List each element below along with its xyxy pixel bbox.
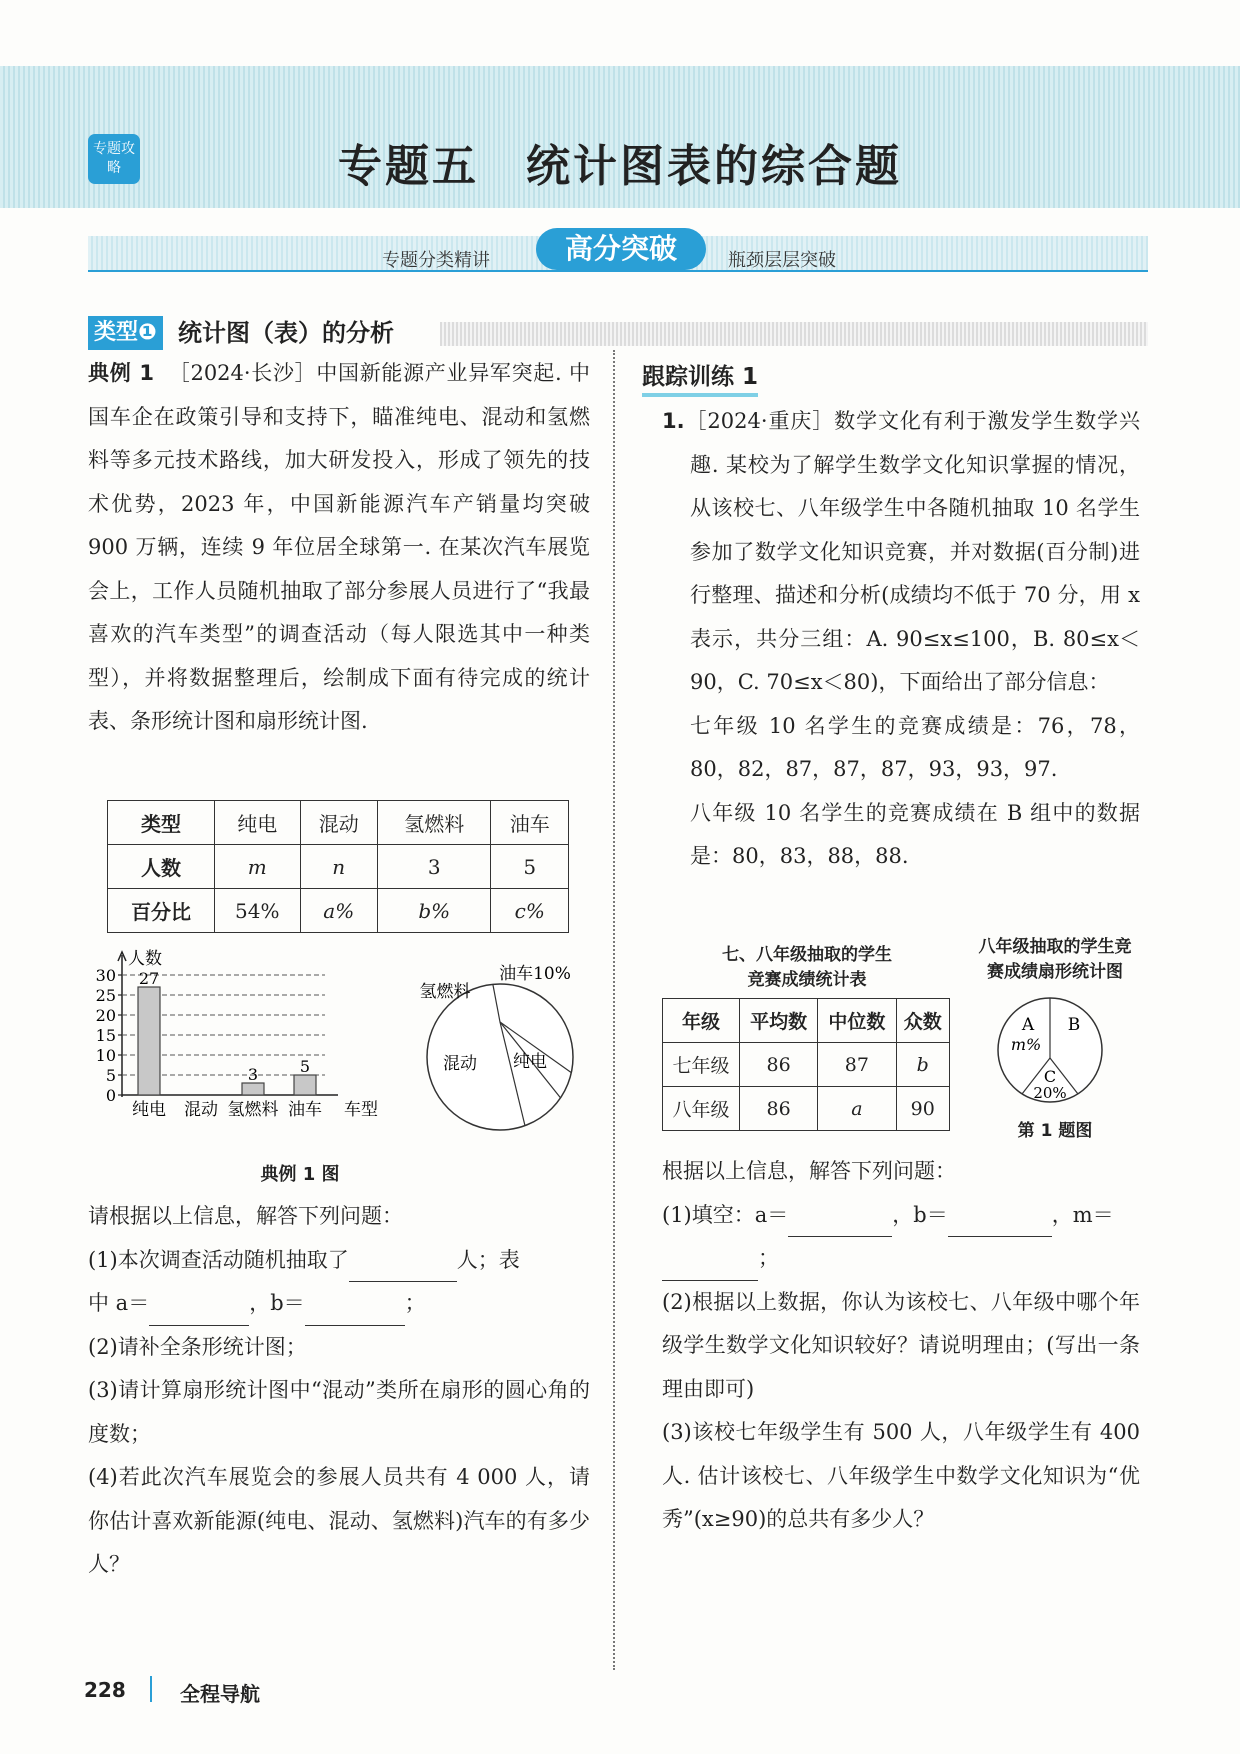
- question-1-cont: [662, 1237, 1140, 1281]
- x-category-label: 混动: [184, 1100, 218, 1120]
- grade8-scores: 八年级 10 名学生的竞赛成绩在 B 组中的数据是：80，83，88，88.: [690, 800, 1140, 868]
- answer-blank[interactable]: [305, 1297, 405, 1326]
- answer-blank[interactable]: [149, 1297, 249, 1326]
- pie-chart-vehicle: [410, 962, 590, 1142]
- question-3: (3)请计算扇形统计图中“混动”类所在扇形的圆心角的度数；: [88, 1378, 590, 1446]
- question-1: [662, 1194, 1140, 1238]
- example-column: [88, 352, 590, 744]
- table-cell: a: [818, 1087, 896, 1131]
- table-cell: 油车: [491, 801, 569, 845]
- question-text: ，b＝: [892, 1202, 948, 1227]
- grade7-scores: 七年级 10 名学生的竞赛成绩是：76，78，80，82，87，87，87，93，93，97.: [690, 713, 1140, 781]
- y-tick-label: 15: [95, 1026, 116, 1045]
- table-caption: [662, 940, 952, 990]
- x-category-label: 氢燃料: [227, 1100, 279, 1120]
- table-cell: c%: [491, 889, 569, 933]
- answer-blank[interactable]: [349, 1253, 457, 1282]
- page-title: 专题五 统计图表的综合题: [338, 141, 902, 192]
- table-cell: 众数: [896, 999, 950, 1043]
- y-tick-label: 30: [95, 966, 116, 985]
- pie-label-b: B: [1067, 1015, 1081, 1035]
- table-cell: 氢燃料: [377, 801, 491, 845]
- table-cell: a%: [300, 889, 377, 933]
- example-label: 典例 1: [88, 361, 155, 385]
- table-cell: 3: [377, 845, 491, 889]
- table-row: [663, 1087, 950, 1131]
- table-cell: 平均数: [740, 999, 818, 1043]
- example-text: [88, 352, 590, 744]
- book-name: 全程导航: [180, 1682, 260, 1706]
- question-1-cont: [88, 1282, 590, 1326]
- question-text: ；: [758, 1246, 779, 1270]
- bar-value-label: 5: [299, 1057, 311, 1076]
- track-table: [662, 998, 950, 1131]
- sub-header-pill: 高分突破: [536, 228, 706, 270]
- table-row: [108, 801, 569, 845]
- bar: [138, 987, 160, 1095]
- x-category-label: 纯电: [132, 1100, 166, 1120]
- pie-label-hydrogen: 氢燃料: [419, 982, 471, 1002]
- pie-chart-grade8: [985, 988, 1115, 1118]
- y-tick-label: 20: [95, 1006, 116, 1025]
- y-tick-label: 0: [105, 1086, 116, 1105]
- question-1: [88, 1239, 590, 1283]
- caption-line: 竞赛成绩统计表: [747, 970, 867, 990]
- table-cell: 类型: [108, 801, 215, 845]
- question-4: (4)若此次汽车展览会的参展人员共有 4 000 人，请你估计喜欢新能源(纯电、混动、氢燃料)汽车的有多少人？: [88, 1465, 590, 1576]
- section-tag: 类型❶: [88, 316, 163, 350]
- question-3: (3)该校七年级学生有 500 人，八年级学生有 400 人. 估计该校七、八年级学生中数学文化知识为“优秀”(x≥90)的总共有多少人？: [662, 1420, 1140, 1531]
- question-text: 人；表: [456, 1247, 520, 1272]
- pie-label-hybrid: 混动: [443, 1054, 477, 1074]
- y-tick-label: 25: [95, 986, 116, 1005]
- pie-label-bev: 纯电: [513, 1052, 547, 1072]
- question-text: ，b＝: [249, 1291, 305, 1315]
- table-cell: 七年级: [663, 1043, 740, 1087]
- pie-label-fuel: 油车10%: [499, 964, 571, 984]
- table-cell: m: [215, 845, 301, 889]
- question-text: (1)填空：a＝: [662, 1202, 789, 1227]
- table-cell: 人数: [108, 845, 215, 889]
- question-text: ；: [404, 1291, 426, 1315]
- section-title: 统计图（表）的分析: [178, 319, 394, 347]
- table-row: [663, 1043, 950, 1087]
- caption-line: 七、八年级抽取的学生: [722, 945, 892, 965]
- table-cell: 90: [896, 1087, 950, 1131]
- pie-value-c: 20%: [1033, 1084, 1067, 1102]
- footer-divider: [150, 1676, 152, 1702]
- table-cell: n: [300, 845, 377, 889]
- table-cell: 纯电: [215, 801, 301, 845]
- question-text: 中 a＝: [88, 1291, 150, 1315]
- sub-header-left: 专题分类精讲: [382, 250, 490, 271]
- pie-caption: [955, 932, 1155, 982]
- column-divider: [613, 350, 615, 1670]
- table-cell: 八年级: [663, 1087, 740, 1131]
- topic-badge: 专题攻略: [88, 134, 140, 184]
- pie-label-a: A: [1021, 1015, 1035, 1035]
- table-cell: 年级: [663, 999, 740, 1043]
- bar-value-label: 27: [138, 969, 160, 988]
- table-cell: 87: [818, 1043, 896, 1087]
- y-axis-label: 人数: [128, 949, 162, 969]
- bar: [294, 1075, 316, 1095]
- y-tick-label: 10: [95, 1046, 116, 1065]
- page-number: 228: [84, 1678, 126, 1702]
- pie-value-a: m%: [1010, 1035, 1042, 1054]
- question-2: (2)根据以上数据，你认为该校七、八年级中哪个年级学生数学文化知识较好？请说明理由；(写出一条理由即可): [662, 1289, 1140, 1401]
- answer-blank[interactable]: [788, 1208, 892, 1237]
- table-cell: 百分比: [108, 889, 215, 933]
- figure-caption: 典例 1 图: [260, 1164, 340, 1185]
- question-text: ，m＝: [1051, 1202, 1114, 1227]
- question-text: (1)本次调查活动随机抽取了: [88, 1247, 349, 1272]
- answer-blank[interactable]: [662, 1252, 758, 1281]
- answer-blank[interactable]: [948, 1208, 1052, 1237]
- track-column: [662, 400, 1140, 879]
- questions-intro: 根据以上信息，解答下列问题：: [662, 1159, 956, 1183]
- question-2: (2)请补全条形统计图；: [88, 1334, 307, 1359]
- section-band: [440, 322, 1148, 346]
- sub-header-right: 瓶颈层层突破: [728, 250, 836, 271]
- x-axis-label: 车型: [344, 1100, 378, 1120]
- track-questions: [662, 1150, 1140, 1542]
- x-category-label: 油车: [288, 1100, 322, 1120]
- table-row: [108, 889, 569, 933]
- table-cell: b%: [377, 889, 491, 933]
- track-problem: [662, 400, 1140, 705]
- table-cell: 5: [491, 845, 569, 889]
- y-tick-label: 5: [105, 1066, 116, 1085]
- bar-chart: [95, 949, 410, 1146]
- track-title: 跟踪训练 1: [642, 358, 758, 397]
- caption-line: 八年级抽取的学生竞: [978, 937, 1132, 957]
- table-cell: 中位数: [818, 999, 896, 1043]
- bar: [242, 1083, 264, 1095]
- table-cell: 54%: [215, 889, 301, 933]
- questions-intro: 请根据以上信息，解答下列问题：: [88, 1204, 403, 1228]
- track-body: ［2024·重庆］数学文化有利于激发学生数学兴趣. 某校为了解学生数学文化知识掌握的情况，从该校七、八年级学生中各随机抽取 10 名学生参加了数学文化知识竞赛，并对数据(百分制)进行整理、描述和分析(成绩均不低于 70 分，用 x 表示，共分三组：A. 90≤x≤100，B. 80≤x＜90，C. 70≤x＜80)，下面给出了部分信息：: [684, 409, 1140, 694]
- example-table: [107, 800, 569, 933]
- table-cell: 混动: [300, 801, 377, 845]
- example-questions: [88, 1195, 590, 1587]
- track-figure-caption: 第 1 题图: [1017, 1121, 1093, 1141]
- caption-line: 赛成绩扇形统计图: [987, 962, 1123, 982]
- table-row: [663, 999, 950, 1043]
- example-body: ［2024·长沙］中国新能源产业异军突起. 中国车企在政策引导和支持下，瞄准纯电、混动和氢燃料等多元技术路线，加大研发投入，形成了领先的技术优势，2023 年，中国新能源汽车产销量均突破 900 万辆，连续 9 年位居全球第一. 在某次汽车展览会上，工作人员随机抽取了部分参展人员进行了“我最喜欢的汽车类型”的调查活动（每人限选其中一种类型），并将数据整理后，绘制成下面有待完成的统计表、条形统计图和扇形统计图.: [88, 361, 591, 733]
- table-cell: 86: [740, 1043, 818, 1087]
- bar-value-label: 3: [247, 1065, 259, 1084]
- table-cell: 86: [740, 1087, 818, 1131]
- problem-number: 1.: [662, 409, 685, 433]
- table-cell: b: [896, 1043, 950, 1087]
- table-row: [108, 845, 569, 889]
- pie-label-c: C: [1043, 1067, 1057, 1086]
